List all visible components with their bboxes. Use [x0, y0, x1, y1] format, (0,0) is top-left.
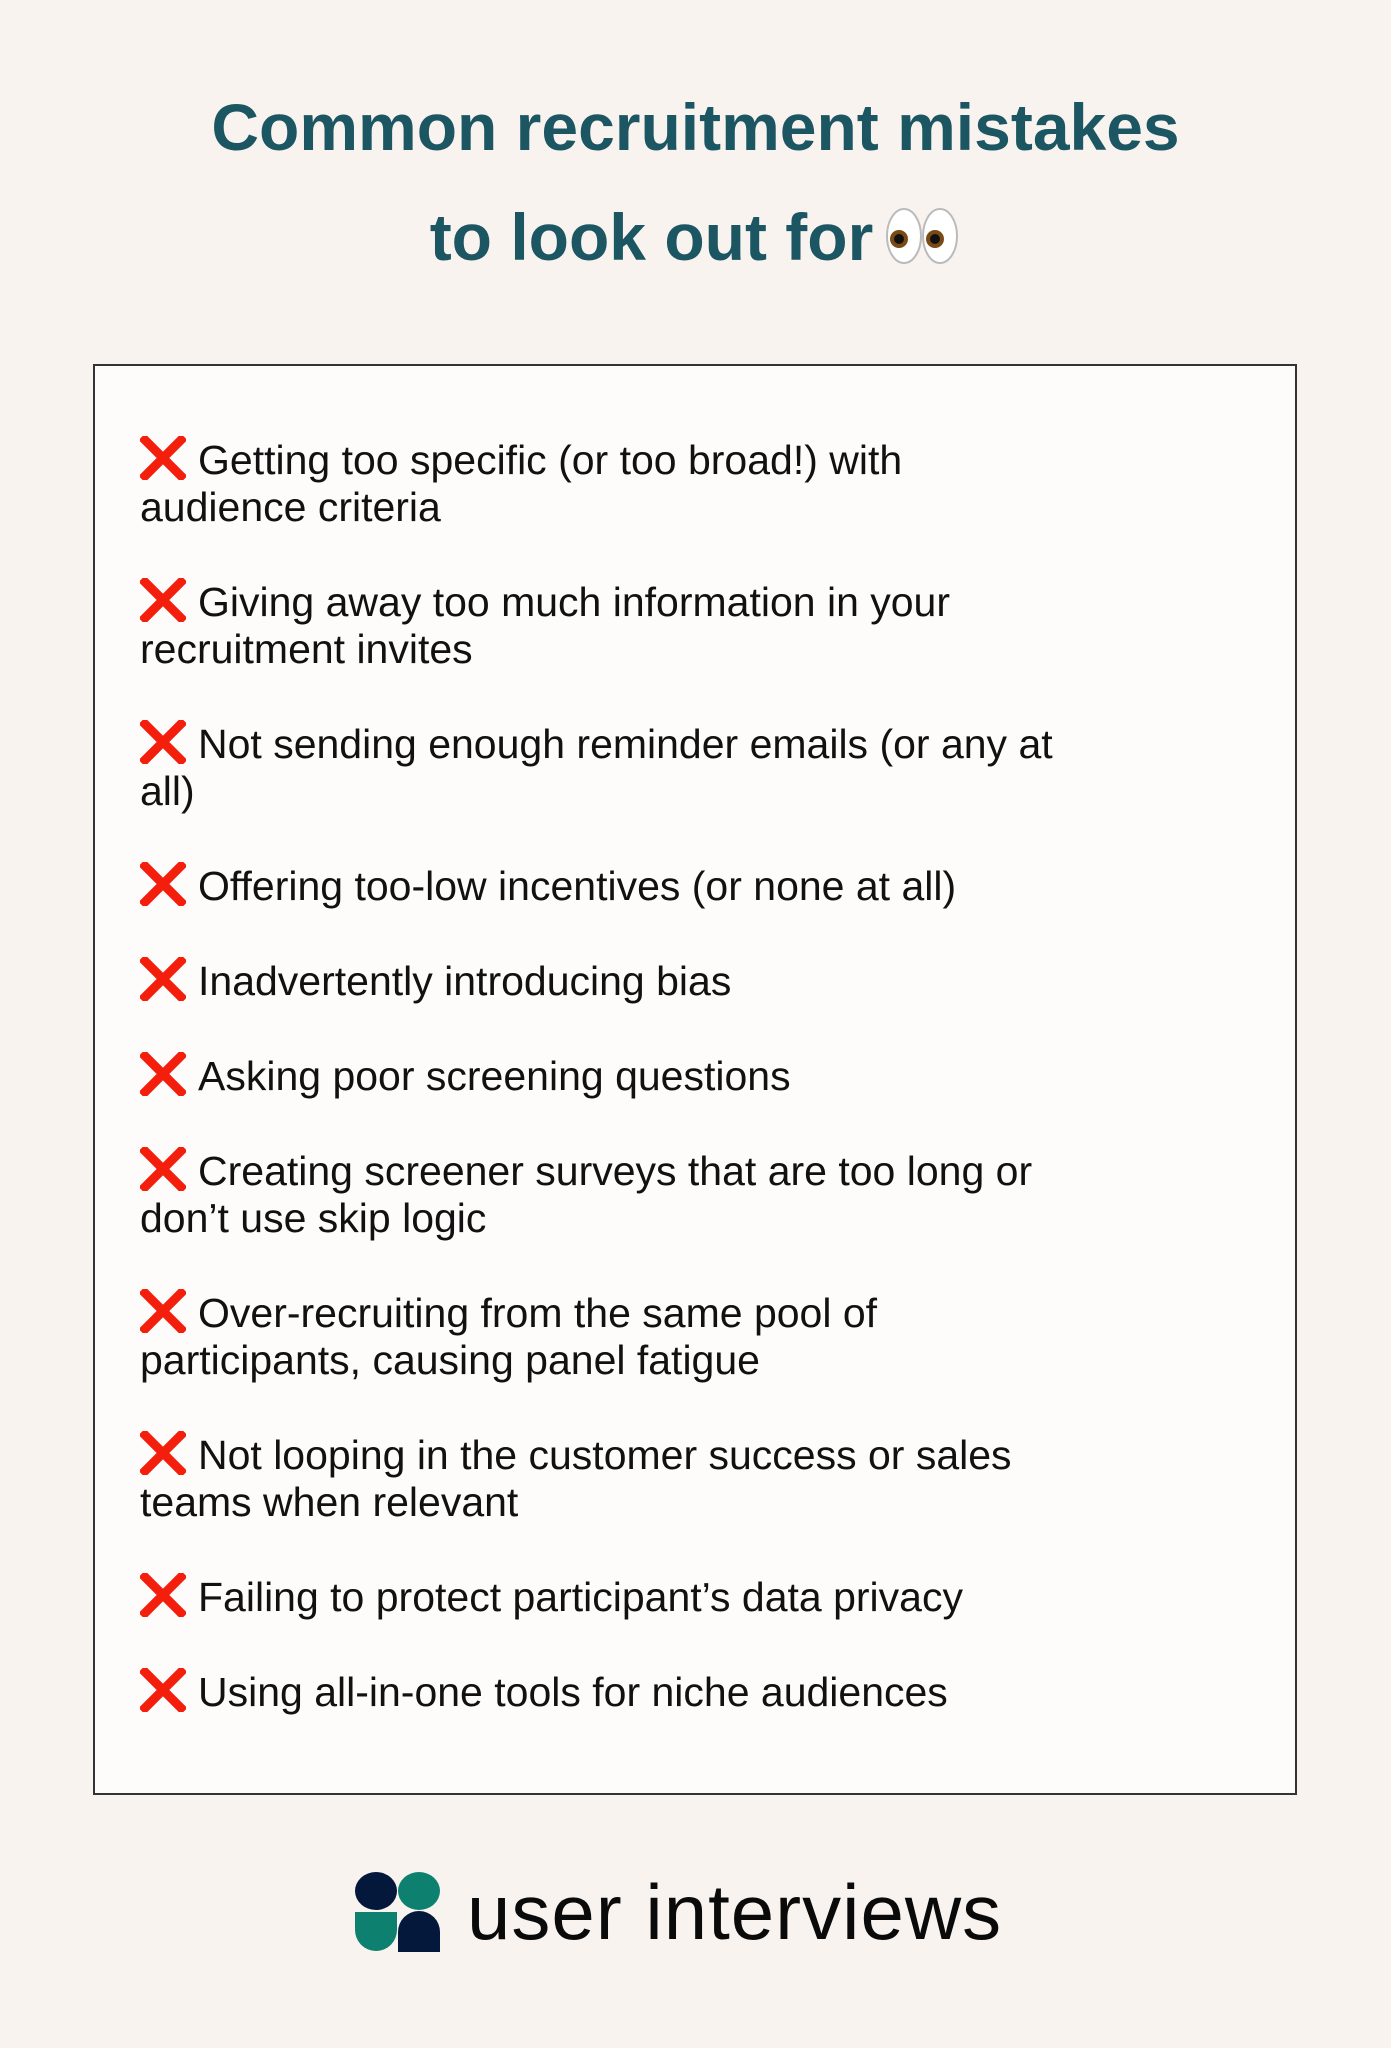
brand-name: user interviews	[467, 1868, 1003, 1956]
list-item-line	[140, 436, 1275, 484]
list-item	[140, 720, 1275, 815]
list-item-line	[140, 626, 1275, 673]
list-item	[140, 1431, 1275, 1526]
cross-mark-icon	[140, 957, 186, 1001]
list-item-line	[140, 578, 1275, 626]
list-item-text: Giving away too much information in your	[198, 579, 951, 625]
list-item-line	[140, 862, 1275, 910]
list-item-line	[140, 1573, 1275, 1621]
cross-mark-icon	[140, 1573, 186, 1617]
cross-mark-icon	[140, 436, 186, 480]
list-item-text: audience criteria	[140, 484, 441, 530]
cross-mark-icon	[140, 1289, 186, 1333]
cross-mark-icon	[140, 578, 186, 622]
list-item-text: recruitment invites	[140, 626, 473, 672]
eyes-icon	[885, 206, 961, 266]
list-item-text: Asking poor screening questions	[198, 1053, 791, 1099]
list-item	[140, 1289, 1275, 1384]
list-item-line	[140, 484, 1275, 531]
list-item	[140, 1668, 1275, 1716]
list-item-text: Getting too specific (or too broad!) with	[198, 437, 903, 483]
list-item	[140, 436, 1275, 531]
list-item-text: Not sending enough reminder emails (or any at	[198, 721, 1053, 767]
list-item	[140, 1147, 1275, 1242]
list-item	[140, 578, 1275, 673]
brand-footer	[355, 1868, 1003, 1956]
list-item-text: Offering too-low incentives (or none at all)	[198, 863, 957, 909]
list-item-line	[140, 768, 1275, 815]
list-item-text: Using all-in-one tools for niche audiences	[198, 1669, 948, 1715]
list-item-line	[140, 1337, 1275, 1384]
list-item	[140, 1573, 1275, 1621]
list-item	[140, 862, 1275, 910]
page-title	[0, 72, 1391, 292]
list-item-line	[140, 1147, 1275, 1195]
mistakes-list	[140, 436, 1275, 1763]
cross-mark-icon	[140, 862, 186, 906]
mistakes-card	[93, 364, 1297, 1795]
title-line-1: Common recruitment mistakes	[211, 90, 1180, 164]
cross-mark-icon	[140, 720, 186, 764]
list-item-line	[140, 1195, 1275, 1242]
list-item-line	[140, 1289, 1275, 1337]
cross-mark-icon	[140, 1431, 186, 1475]
list-item-line	[140, 720, 1275, 768]
title-line-2-text: to look out for	[429, 200, 874, 274]
list-item-text: Inadvertently introducing bias	[198, 958, 732, 1004]
user-interviews-logo-icon	[355, 1872, 441, 1952]
cross-mark-icon	[140, 1052, 186, 1096]
list-item-text: Not looping in the customer success or sales	[198, 1432, 1012, 1478]
list-item-text: participants, causing panel fatigue	[140, 1337, 760, 1383]
list-item	[140, 1052, 1275, 1100]
list-item-text: Over-recruiting from the same pool of	[198, 1290, 878, 1336]
list-item-line	[140, 957, 1275, 1005]
list-item-line	[140, 1479, 1275, 1526]
list-item-line	[140, 1668, 1275, 1716]
title-line-2	[0, 182, 1391, 292]
list-item	[140, 957, 1275, 1005]
list-item-text: teams when relevant	[140, 1479, 519, 1525]
list-item-text: all)	[140, 768, 195, 814]
list-item-line	[140, 1431, 1275, 1479]
cross-mark-icon	[140, 1147, 186, 1191]
list-item-text: don’t use skip logic	[140, 1195, 487, 1241]
list-item-text: Failing to protect participant’s data privacy	[198, 1574, 963, 1620]
list-item-line	[140, 1052, 1275, 1100]
list-item-text: Creating screener surveys that are too long or	[198, 1148, 1033, 1194]
cross-mark-icon	[140, 1668, 186, 1712]
